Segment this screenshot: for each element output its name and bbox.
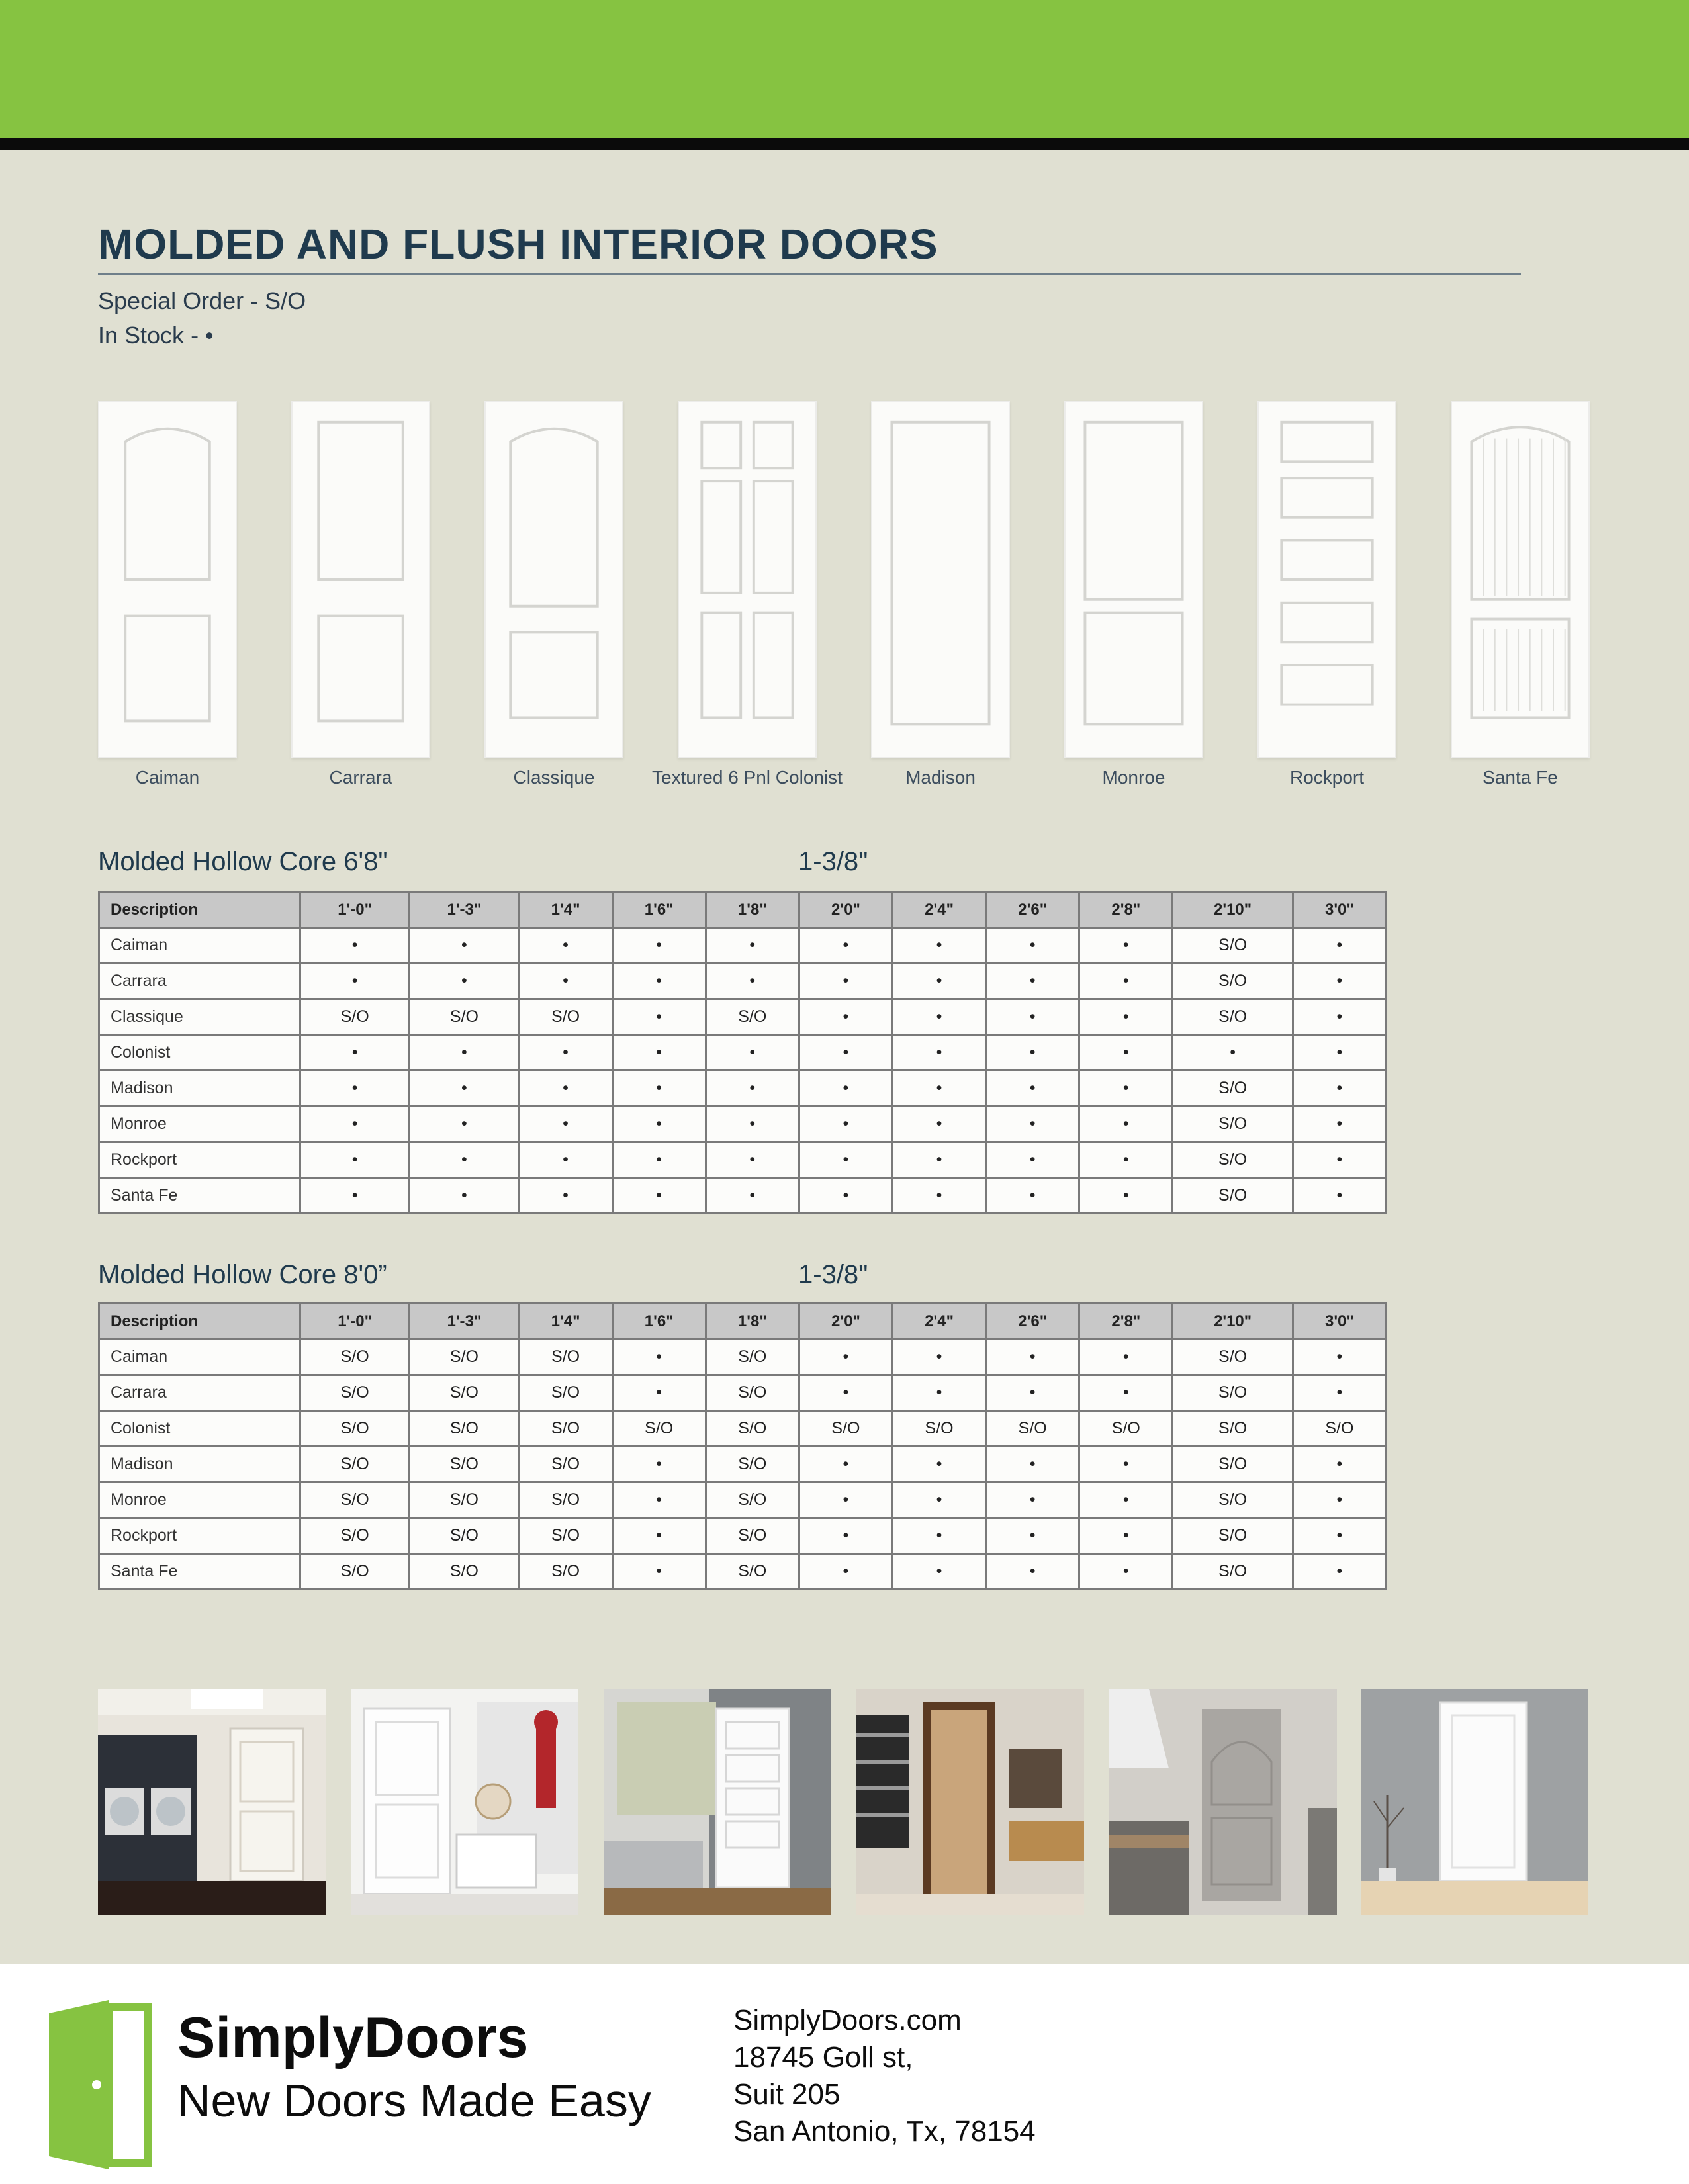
row-description: Colonist <box>99 1035 300 1071</box>
availability-cell: • <box>300 1178 410 1214</box>
availability-cell: S/O <box>519 1447 612 1482</box>
photo-living-room <box>604 1689 831 1915</box>
door-label: Classique <box>513 767 595 788</box>
availability-cell: • <box>1079 1447 1173 1482</box>
availability-cell: • <box>612 964 706 999</box>
availability-cell: S/O <box>519 1411 612 1447</box>
title-divider <box>98 273 1521 275</box>
column-header: 1'-0" <box>300 892 410 928</box>
column-header: 1'8" <box>706 1304 799 1340</box>
column-header: 2'10" <box>1173 892 1293 928</box>
availability-cell: S/O <box>706 999 799 1035</box>
availability-cell: • <box>893 1107 986 1142</box>
column-header: 1'6" <box>612 1304 706 1340</box>
availability-cell: • <box>986 1518 1079 1554</box>
availability-cell: • <box>986 1482 1079 1518</box>
availability-cell: • <box>893 1142 986 1178</box>
photo-hallway <box>1361 1689 1588 1915</box>
table-row <box>99 1071 1387 1107</box>
availability-cell: S/O <box>300 1340 410 1375</box>
door-monroe <box>1064 401 1203 758</box>
availability-cell: • <box>612 1178 706 1214</box>
availability-cell: • <box>410 1071 519 1107</box>
availability-cell: • <box>986 1142 1079 1178</box>
availability-cell: S/O <box>799 1411 892 1447</box>
availability-cell: • <box>706 1107 799 1142</box>
availability-cell: • <box>799 1447 892 1482</box>
availability-cell: S/O <box>1173 1447 1293 1482</box>
availability-cell: • <box>1079 1107 1173 1142</box>
availability-cell: • <box>893 1178 986 1214</box>
table-header-row <box>99 1304 1387 1340</box>
table-row <box>99 1142 1387 1178</box>
availability-cell: S/O <box>519 1554 612 1590</box>
door-textured-6-pnl-colonist <box>678 401 817 758</box>
brand-name: SimplyDoors <box>177 2006 529 2070</box>
availability-cell: • <box>1293 1340 1386 1375</box>
availability-cell: • <box>893 1518 986 1554</box>
availability-cell: • <box>799 1142 892 1178</box>
availability-cell: S/O <box>300 999 410 1035</box>
availability-cell: • <box>986 1554 1079 1590</box>
availability-cell: • <box>986 1340 1079 1375</box>
availability-cell: S/O <box>410 1375 519 1411</box>
door-label: Carrara <box>329 767 392 788</box>
door-caiman <box>98 401 237 758</box>
photo-strip <box>98 1689 1588 1915</box>
availability-cell: • <box>1079 964 1173 999</box>
availability-cell: • <box>986 928 1079 964</box>
availability-cell: • <box>410 1035 519 1071</box>
address-line-2: Suit 205 <box>733 2078 841 2111</box>
availability-cell: • <box>799 1375 892 1411</box>
availability-cell: • <box>300 928 410 964</box>
table-row <box>99 1107 1387 1142</box>
availability-cell: • <box>1079 999 1173 1035</box>
availability-cell: S/O <box>410 1411 519 1447</box>
availability-cell: S/O <box>1173 1554 1293 1590</box>
door-label: Textured 6 Pnl Colonist <box>652 767 843 788</box>
availability-cell: S/O <box>706 1340 799 1375</box>
table-row <box>99 1178 1387 1214</box>
availability-cell: S/O <box>519 1340 612 1375</box>
availability-cell: • <box>519 1142 612 1178</box>
availability-cell: • <box>1293 1035 1386 1071</box>
column-header: 2'0" <box>799 892 892 928</box>
availability-cell: S/O <box>706 1518 799 1554</box>
availability-cell: • <box>893 999 986 1035</box>
availability-cell: • <box>799 964 892 999</box>
availability-cell: • <box>1293 928 1386 964</box>
availability-cell: • <box>1293 1518 1386 1554</box>
availability-cell: S/O <box>706 1375 799 1411</box>
column-header: 2'6" <box>986 892 1079 928</box>
column-header: 1'4" <box>519 892 612 928</box>
availability-cell: • <box>519 1107 612 1142</box>
availability-cell: S/O <box>1293 1411 1386 1447</box>
availability-cell: S/O <box>1173 1340 1293 1375</box>
table2-thickness: 1-3/8" <box>798 1260 868 1289</box>
availability-cell: S/O <box>1173 1071 1293 1107</box>
availability-cell: S/O <box>1173 928 1293 964</box>
door-label: Madison <box>905 767 976 788</box>
table-row <box>99 1035 1387 1071</box>
row-description: Rockport <box>99 1142 300 1178</box>
column-header: 2'6" <box>986 1304 1079 1340</box>
address-line-1: 18745 Goll st, <box>733 2041 913 2073</box>
availability-cell: • <box>1293 1554 1386 1590</box>
availability-cell: • <box>799 1035 892 1071</box>
row-description: Madison <box>99 1447 300 1482</box>
row-description: Carrara <box>99 964 300 999</box>
row-description: Caiman <box>99 928 300 964</box>
availability-cell: • <box>410 1107 519 1142</box>
availability-cell: S/O <box>706 1554 799 1590</box>
availability-cell: • <box>706 964 799 999</box>
row-description: Classique <box>99 999 300 1035</box>
availability-cell: • <box>612 1340 706 1375</box>
page-title: MOLDED AND FLUSH INTERIOR DOORS <box>98 220 938 268</box>
photo-kitchen <box>1109 1689 1337 1915</box>
availability-cell: S/O <box>1173 1518 1293 1554</box>
availability-cell: • <box>612 1035 706 1071</box>
availability-cell: • <box>799 1178 892 1214</box>
availability-cell: • <box>1079 1554 1173 1590</box>
availability-cell: • <box>986 1178 1079 1214</box>
table-row <box>99 1340 1387 1375</box>
door-label: Caiman <box>135 767 200 788</box>
availability-cell: • <box>410 1178 519 1214</box>
column-header: Description <box>99 1304 300 1340</box>
availability-cell: • <box>1293 1107 1386 1142</box>
availability-cell: S/O <box>986 1411 1079 1447</box>
door-logo-icon <box>49 2000 155 2169</box>
column-header: 2'4" <box>893 892 986 928</box>
availability-cell: • <box>893 1554 986 1590</box>
availability-cell: • <box>1079 1035 1173 1071</box>
availability-cell: S/O <box>893 1411 986 1447</box>
availability-cell: S/O <box>1173 1142 1293 1178</box>
availability-cell: • <box>799 1482 892 1518</box>
availability-cell: S/O <box>706 1482 799 1518</box>
availability-cell: • <box>1079 928 1173 964</box>
availability-cell: S/O <box>300 1375 410 1411</box>
availability-cell: S/O <box>1173 1107 1293 1142</box>
photo-laundry-room <box>98 1689 326 1915</box>
availability-cell: • <box>893 1482 986 1518</box>
availability-cell: • <box>612 1142 706 1178</box>
availability-cell: • <box>519 928 612 964</box>
availability-cell: • <box>612 1071 706 1107</box>
availability-cell: • <box>612 1107 706 1142</box>
door-label: Monroe <box>1102 767 1165 788</box>
table2-grid <box>98 1302 1387 1590</box>
table-header-row <box>99 892 1387 928</box>
availability-cell: • <box>300 1035 410 1071</box>
availability-cell: S/O <box>1173 1482 1293 1518</box>
availability-cell: S/O <box>1173 1411 1293 1447</box>
table-row <box>99 928 1387 964</box>
availability-cell: • <box>893 1447 986 1482</box>
column-header: 1'-0" <box>300 1304 410 1340</box>
availability-cell: • <box>1293 1142 1386 1178</box>
door-classique <box>484 401 623 758</box>
availability-cell: • <box>1079 1375 1173 1411</box>
availability-cell: S/O <box>410 999 519 1035</box>
availability-cell: S/O <box>519 999 612 1035</box>
row-description: Carrara <box>99 1375 300 1411</box>
availability-cell: • <box>519 964 612 999</box>
column-header: 3'0" <box>1293 892 1386 928</box>
door-gallery <box>98 401 1588 811</box>
table2-title: Molded Hollow Core 8'0” <box>98 1260 387 1289</box>
availability-cell: S/O <box>519 1518 612 1554</box>
availability-cell: S/O <box>300 1447 410 1482</box>
availability-cell: • <box>410 1142 519 1178</box>
availability-cell: • <box>893 1340 986 1375</box>
availability-cell: • <box>893 964 986 999</box>
availability-cell: S/O <box>300 1554 410 1590</box>
legend-in-stock: In Stock - • <box>98 322 214 349</box>
availability-cell: • <box>519 1071 612 1107</box>
availability-cell: • <box>300 1071 410 1107</box>
availability-cell: • <box>893 1035 986 1071</box>
column-header: 2'8" <box>1079 1304 1173 1340</box>
column-header: Description <box>99 892 300 928</box>
availability-cell: S/O <box>519 1482 612 1518</box>
availability-cell: S/O <box>612 1411 706 1447</box>
availability-cell: • <box>300 1107 410 1142</box>
availability-cell: • <box>300 1142 410 1178</box>
row-description: Monroe <box>99 1107 300 1142</box>
availability-cell: • <box>799 928 892 964</box>
availability-cell: • <box>706 1142 799 1178</box>
table-row <box>99 1375 1387 1411</box>
row-description: Santa Fe <box>99 1178 300 1214</box>
column-header: 1'-3" <box>410 1304 519 1340</box>
availability-cell: • <box>300 964 410 999</box>
availability-cell: S/O <box>1173 1178 1293 1214</box>
availability-cell: • <box>1079 1071 1173 1107</box>
table-row <box>99 1482 1387 1518</box>
availability-cell: • <box>893 928 986 964</box>
availability-cell: • <box>986 1035 1079 1071</box>
availability-cell: • <box>706 1178 799 1214</box>
availability-cell: • <box>1079 1518 1173 1554</box>
availability-cell: S/O <box>706 1447 799 1482</box>
availability-cell: S/O <box>300 1411 410 1447</box>
availability-cell: S/O <box>300 1518 410 1554</box>
door-santa-fe <box>1451 401 1590 758</box>
availability-cell: • <box>410 928 519 964</box>
table-row <box>99 999 1387 1035</box>
availability-cell: • <box>799 1340 892 1375</box>
availability-cell: • <box>1293 1071 1386 1107</box>
door-madison <box>871 401 1010 758</box>
availability-cell: • <box>1079 1482 1173 1518</box>
website-link[interactable]: SimplyDoors.com <box>733 2004 962 2036</box>
availability-cell: S/O <box>410 1482 519 1518</box>
availability-cell: • <box>1293 964 1386 999</box>
row-description: Rockport <box>99 1518 300 1554</box>
availability-cell: • <box>799 1107 892 1142</box>
row-description: Madison <box>99 1071 300 1107</box>
door-carrara <box>291 401 430 758</box>
column-header: 2'10" <box>1173 1304 1293 1340</box>
table-row <box>99 1518 1387 1554</box>
row-description: Caiman <box>99 1340 300 1375</box>
availability-cell: • <box>519 1035 612 1071</box>
availability-cell: • <box>1293 1447 1386 1482</box>
table-row <box>99 1411 1387 1447</box>
availability-cell: S/O <box>519 1375 612 1411</box>
availability-cell: • <box>986 1447 1079 1482</box>
column-header: 2'8" <box>1079 892 1173 928</box>
availability-cell: • <box>893 1375 986 1411</box>
availability-cell: • <box>799 999 892 1035</box>
row-description: Colonist <box>99 1411 300 1447</box>
photo-entryway <box>351 1689 578 1915</box>
availability-cell: • <box>1079 1178 1173 1214</box>
availability-cell: • <box>612 1375 706 1411</box>
availability-cell: • <box>1079 1142 1173 1178</box>
availability-cell: S/O <box>1079 1411 1173 1447</box>
table-row <box>99 1447 1387 1482</box>
availability-cell: • <box>1079 1340 1173 1375</box>
availability-cell: • <box>1173 1035 1293 1071</box>
column-header: 2'4" <box>893 1304 986 1340</box>
column-header: 2'0" <box>799 1304 892 1340</box>
availability-cell: • <box>799 1518 892 1554</box>
availability-cell: • <box>1293 999 1386 1035</box>
availability-cell: • <box>706 1071 799 1107</box>
availability-cell: • <box>706 1035 799 1071</box>
availability-cell: S/O <box>410 1518 519 1554</box>
availability-cell: • <box>799 1554 892 1590</box>
door-label: Santa Fe <box>1483 767 1558 788</box>
availability-cell: S/O <box>410 1340 519 1375</box>
availability-cell: • <box>986 1375 1079 1411</box>
photo-bathroom <box>856 1689 1084 1915</box>
availability-cell: • <box>893 1071 986 1107</box>
row-description: Santa Fe <box>99 1554 300 1590</box>
column-header: 1'-3" <box>410 892 519 928</box>
availability-cell: • <box>612 1447 706 1482</box>
availability-cell: S/O <box>1173 1375 1293 1411</box>
table1-title: Molded Hollow Core 6'8" <box>98 847 388 876</box>
availability-cell: • <box>612 1554 706 1590</box>
column-header: 3'0" <box>1293 1304 1386 1340</box>
availability-cell: • <box>1293 1178 1386 1214</box>
top-banner-rule <box>0 138 1689 150</box>
availability-cell: S/O <box>300 1482 410 1518</box>
availability-cell: S/O <box>410 1554 519 1590</box>
address-line-3: San Antonio, Tx, 78154 <box>733 2115 1036 2148</box>
top-banner <box>0 0 1689 139</box>
availability-cell: • <box>1293 1482 1386 1518</box>
table-row <box>99 964 1387 999</box>
brand-tagline: New Doors Made Easy <box>177 2075 651 2126</box>
availability-cell: • <box>986 999 1079 1035</box>
table1-grid <box>98 891 1387 1214</box>
availability-cell: • <box>519 1178 612 1214</box>
door-rockport <box>1257 401 1396 758</box>
availability-cell: • <box>986 1107 1079 1142</box>
door-label: Rockport <box>1289 767 1365 788</box>
availability-cell: S/O <box>1173 999 1293 1035</box>
availability-cell: • <box>706 928 799 964</box>
availability-cell: • <box>612 928 706 964</box>
availability-cell: S/O <box>706 1411 799 1447</box>
availability-cell: S/O <box>410 1447 519 1482</box>
availability-cell: • <box>986 1071 1079 1107</box>
column-header: 1'4" <box>519 1304 612 1340</box>
availability-cell: • <box>410 964 519 999</box>
availability-cell: • <box>986 964 1079 999</box>
column-header: 1'8" <box>706 892 799 928</box>
availability-cell: S/O <box>1173 964 1293 999</box>
table-row <box>99 1554 1387 1590</box>
legend-special-order: Special Order - S/O <box>98 287 306 314</box>
availability-cell: • <box>612 1518 706 1554</box>
column-header: 1'6" <box>612 892 706 928</box>
availability-cell: • <box>1293 1375 1386 1411</box>
table1-thickness: 1-3/8" <box>798 847 868 876</box>
availability-cell: • <box>612 999 706 1035</box>
availability-cell: • <box>612 1482 706 1518</box>
row-description: Monroe <box>99 1482 300 1518</box>
availability-cell: • <box>799 1071 892 1107</box>
